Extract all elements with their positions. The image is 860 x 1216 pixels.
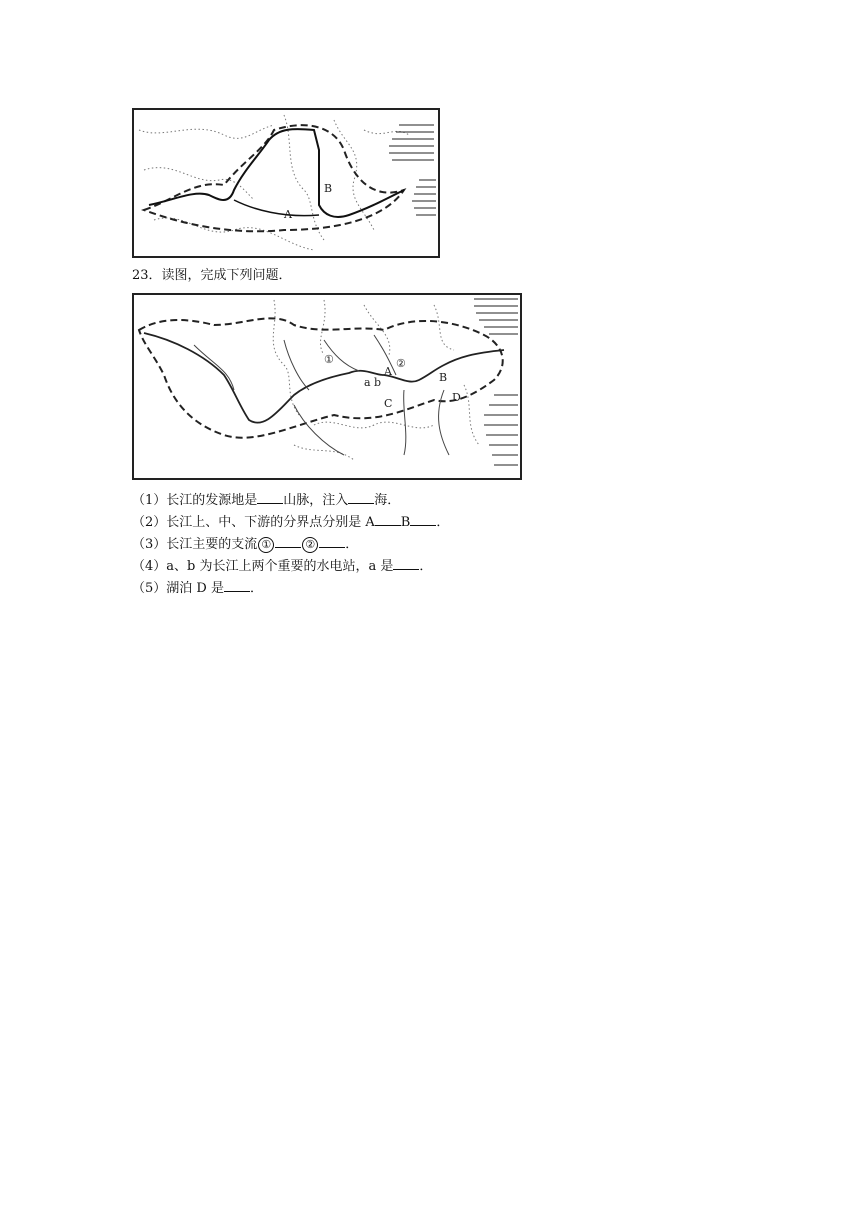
map2-label-c: C: [384, 397, 393, 410]
yangtze-river-map-drawing: [134, 295, 520, 478]
map2-label-d: D: [452, 391, 461, 404]
question-title: 23．读图，完成下列问题．: [132, 268, 292, 283]
map2-label-trib2: ②: [396, 357, 406, 370]
question-2: （2）长江上、中、下游的分界点分别是 A B ．: [132, 515, 450, 530]
answer-blank[interactable]: [410, 513, 436, 526]
answer-blank[interactable]: [257, 491, 283, 504]
map2-label-small: a b: [364, 376, 382, 389]
yellow-river-map-drawing: [134, 110, 438, 256]
yangtze-river-map: [132, 293, 522, 480]
answer-blank[interactable]: [224, 579, 250, 592]
yellow-river-map: [132, 108, 440, 258]
question-list: [132, 490, 449, 600]
map1-label-b: B: [324, 182, 333, 195]
question-5: （5）湖泊 D 是 ．: [132, 581, 263, 596]
answer-blank[interactable]: [393, 557, 419, 570]
question-4: （4）a、b 为长江上两个重要的水电站，a 是 ．: [132, 559, 433, 574]
answer-blank[interactable]: [348, 491, 374, 504]
map1-label-a: A: [284, 208, 292, 221]
tributary-1-marker: ①: [258, 537, 274, 553]
answer-blank[interactable]: [319, 535, 345, 548]
answer-blank[interactable]: [275, 535, 301, 548]
answer-blank[interactable]: [375, 513, 401, 526]
question-3: （3）长江主要的支流 ① ② ．: [132, 537, 359, 552]
map2-label-b: B: [439, 371, 448, 384]
map2-label-trib1: ①: [324, 353, 334, 366]
map2-label-a: A: [384, 365, 392, 378]
question-1: （1）长江的发源地是 山脉，注入 海．: [132, 493, 401, 508]
tributary-2-marker: ②: [302, 537, 318, 553]
